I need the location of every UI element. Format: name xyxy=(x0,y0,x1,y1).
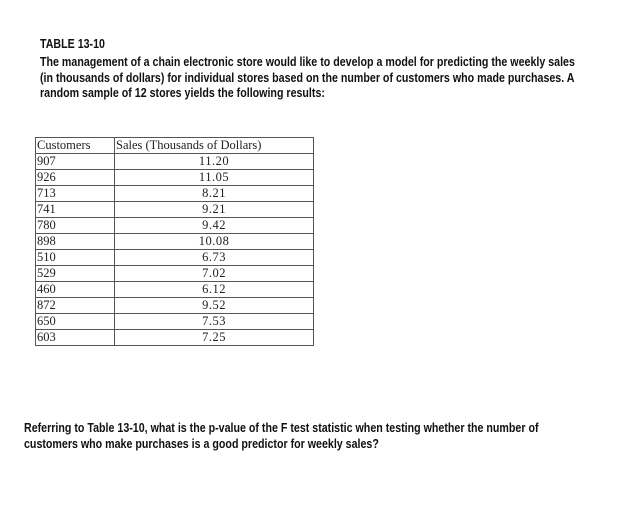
sales-cell: 6.12 xyxy=(115,282,314,298)
sales-cell: 7.53 xyxy=(115,314,314,330)
table-row xyxy=(36,282,314,298)
sales-cell: 9.21 xyxy=(115,202,314,218)
customers-cell: 510 xyxy=(36,250,115,266)
customers-cell: 529 xyxy=(36,266,115,282)
customers-cell: 907 xyxy=(36,154,115,170)
table-row xyxy=(36,266,314,282)
customers-cell: 650 xyxy=(36,314,115,330)
table-header-row xyxy=(36,138,314,154)
sales-column-header: Sales (Thousands of Dollars) xyxy=(115,138,314,154)
table-row xyxy=(36,186,314,202)
problem-description: The management of a chain electronic store would like to develop a model for predicting the weekly sales (in thousands of dollars) for individual stores based on the number of customers who made purchases. A random sample of 12 stores yields the following results: xyxy=(40,54,575,100)
customers-cell: 713 xyxy=(36,186,115,202)
sales-cell: 9.42 xyxy=(115,218,314,234)
table-row xyxy=(36,314,314,330)
table-row xyxy=(36,298,314,314)
customers-cell: 898 xyxy=(36,234,115,250)
table-row xyxy=(36,218,314,234)
sales-cell: 11.05 xyxy=(115,170,314,186)
customers-cell: 741 xyxy=(36,202,115,218)
sales-cell: 8.21 xyxy=(115,186,314,202)
sales-cell: 11.20 xyxy=(115,154,314,170)
customers-cell: 926 xyxy=(36,170,115,186)
sales-cell: 6.73 xyxy=(115,250,314,266)
table-row xyxy=(36,330,314,346)
customers-cell: 872 xyxy=(36,298,115,314)
table-row xyxy=(36,202,314,218)
customers-column-header: Customers xyxy=(36,138,115,154)
table-row xyxy=(36,234,314,250)
table-row xyxy=(36,170,314,186)
table-heading: TABLE 13-10 xyxy=(40,36,105,51)
customers-cell: 780 xyxy=(36,218,115,234)
sales-cell: 7.25 xyxy=(115,330,314,346)
sales-cell: 10.08 xyxy=(115,234,314,250)
data-table xyxy=(35,137,314,346)
customers-cell: 460 xyxy=(36,282,115,298)
sales-cell: 9.52 xyxy=(115,298,314,314)
sales-cell: 7.02 xyxy=(115,266,314,282)
question-text: Referring to Table 13-10, what is the p-value of the F test statistic when testing whether the number of customers who make purchases is a good predictor for weekly sales? xyxy=(24,420,539,451)
table-row xyxy=(36,154,314,170)
customers-cell: 603 xyxy=(36,330,115,346)
table-row xyxy=(36,250,314,266)
